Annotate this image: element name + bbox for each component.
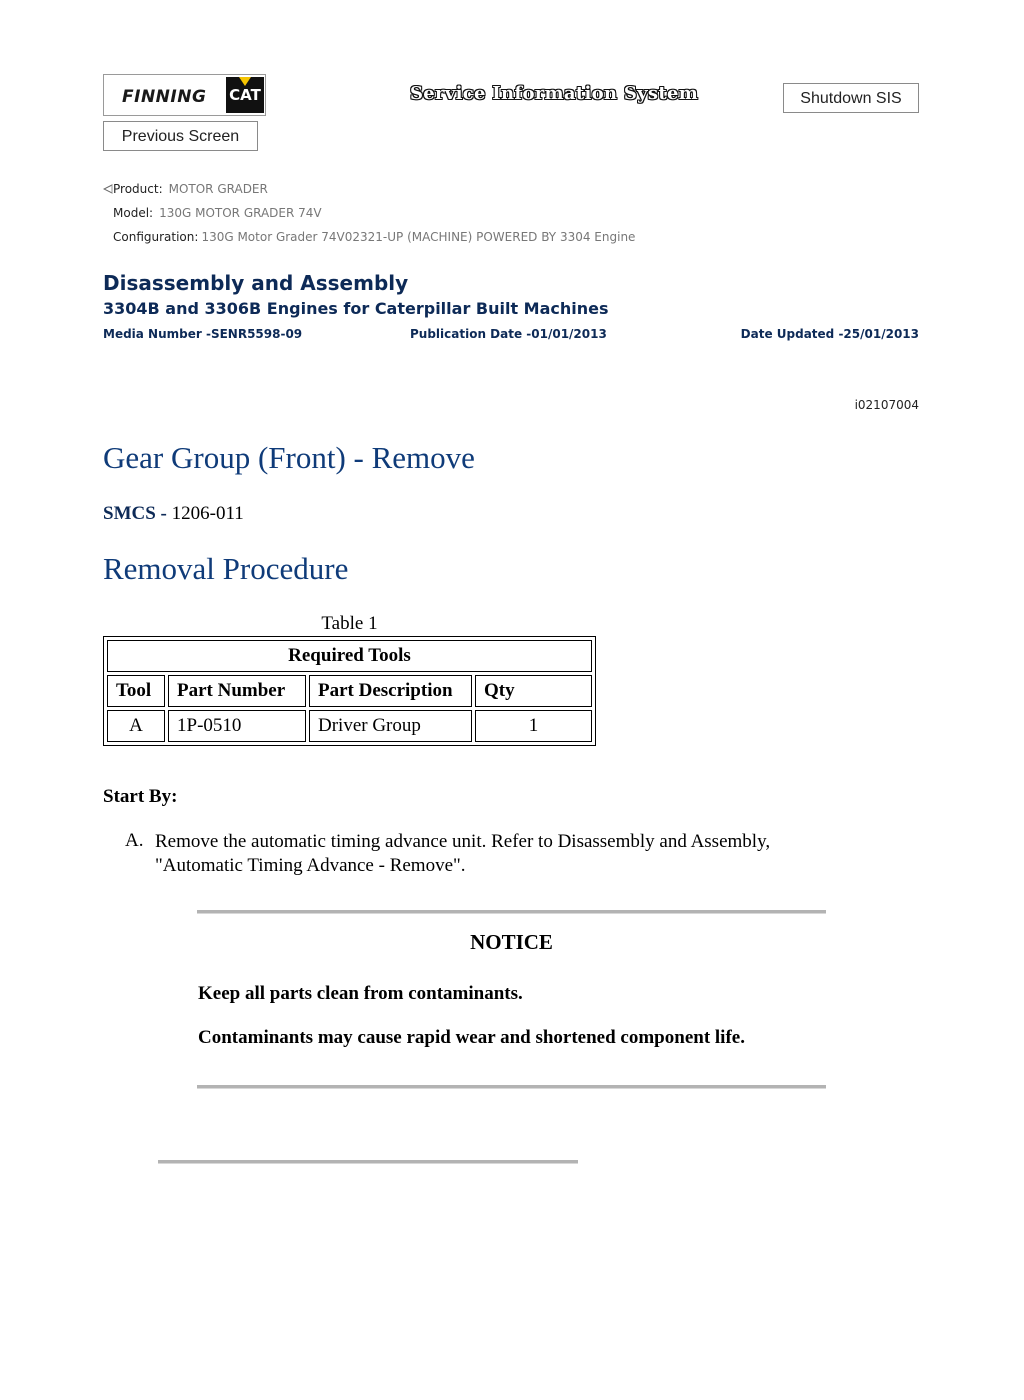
notice-title: NOTICE <box>470 930 553 954</box>
footer-divider <box>158 1160 578 1164</box>
previous-screen-button[interactable]: Previous Screen <box>103 121 258 151</box>
cat-logo-text: CAT <box>229 86 261 104</box>
notice-line-1: Keep all parts clean from contaminants. <box>198 983 523 1004</box>
model-line <box>113 206 322 220</box>
cat-logo <box>226 77 264 113</box>
section-heading: Removal Procedure <box>103 551 349 586</box>
configuration-value: 130G Motor Grader 74V02321-UP (MACHINE) POWERED BY 3304 Engine <box>201 230 636 244</box>
step-a-text: Remove the automatic timing advance unit. Refer to Disassembly and Assembly, "Automatic Timing Advance - Remove". <box>155 831 771 876</box>
document-title: Disassembly and Assembly <box>103 271 409 295</box>
notice-top-divider <box>197 910 826 914</box>
table-title: Required Tools <box>107 640 592 672</box>
table-header-row <box>107 675 592 707</box>
table-row <box>107 710 592 742</box>
page-heading: Gear Group (Front) - Remove <box>103 440 475 475</box>
column-header: Qty <box>475 675 592 707</box>
app-title: Service Information System <box>410 83 699 104</box>
date-updated: Date Updated -25/01/2013 <box>740 327 919 341</box>
start-by-label: Start By: <box>103 786 178 807</box>
column-header: Part Number <box>168 675 306 707</box>
configuration-line <box>113 230 635 244</box>
back-arrow-icon[interactable] <box>103 184 113 194</box>
step-a-letter: A. <box>125 830 144 851</box>
publication-date: Publication Date -01/01/2013 <box>410 327 607 341</box>
configuration-label: Configuration: <box>113 230 199 244</box>
cat-triangle-icon <box>239 77 251 86</box>
part-description-cell: Driver Group <box>309 710 472 742</box>
qty-cell: 1 <box>475 710 592 742</box>
tool-cell: A <box>107 710 165 742</box>
document-subtitle: 3304B and 3306B Engines for Caterpillar Built Machines <box>103 299 609 318</box>
notice-bottom-divider <box>197 1085 826 1089</box>
smcs-code <box>103 503 244 525</box>
product-label: Product: <box>113 182 163 196</box>
table-caption: Table 1 <box>321 613 378 634</box>
model-label: Model: <box>113 206 154 220</box>
required-tools-table <box>103 636 596 746</box>
product-line <box>113 182 268 196</box>
finning-logo-text: FINNING <box>122 87 207 107</box>
column-header: Tool <box>107 675 165 707</box>
shutdown-sis-button[interactable]: Shutdown SIS <box>783 83 919 113</box>
document-id: i02107004 <box>854 398 919 412</box>
notice-line-2: Contaminants may cause rapid wear and shortened component life. <box>198 1027 745 1048</box>
smcs-value: 1206-011 <box>171 503 244 524</box>
product-value: MOTOR GRADER <box>168 182 268 196</box>
finning-cat-logo <box>103 74 266 116</box>
part-number-cell: 1P-0510 <box>168 710 306 742</box>
smcs-label: SMCS - <box>103 503 167 524</box>
model-value: 130G MOTOR GRADER 74V <box>159 206 322 220</box>
media-number: Media Number -SENR5598-09 <box>103 327 303 341</box>
column-header: Part Description <box>309 675 472 707</box>
